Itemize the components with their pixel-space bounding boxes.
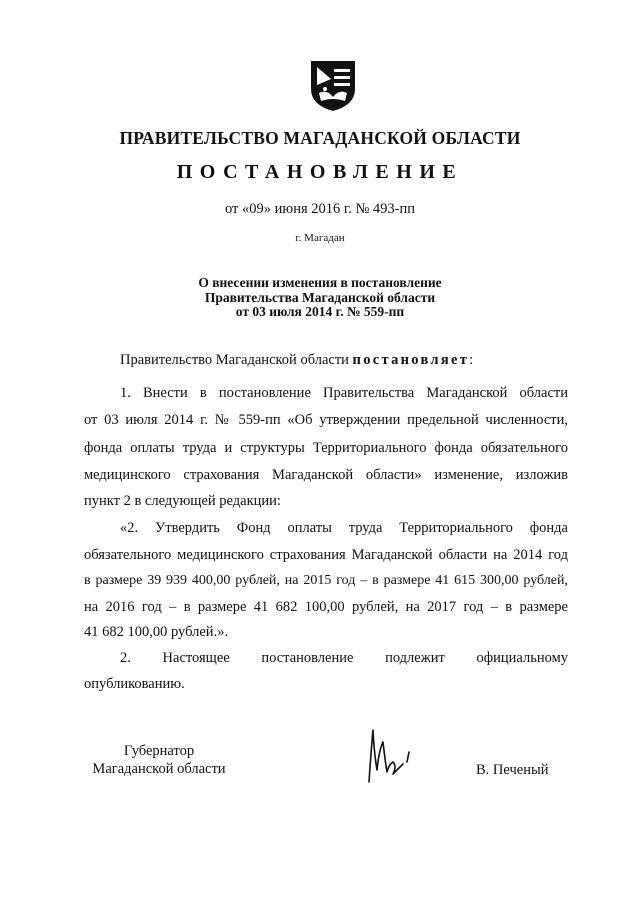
document-subject — [0, 276, 640, 320]
signatory-role-line: Магаданской области — [92, 761, 226, 777]
intro-paragraph — [120, 352, 473, 369]
subject-line: Правительства Магаданской области — [204, 289, 436, 305]
document-date-number: от «09» июня 2016 г. № 493-пп — [224, 201, 416, 217]
paragraph-1-line: 1. Внести в постановление Правительства Магаданской области — [120, 385, 568, 401]
coat-of-arms-icon — [309, 59, 357, 113]
paragraph-1-line: от 03 июля 2014 г. № 559-пп «Об утверждении предельной численности, — [84, 412, 568, 428]
quote-line: на 2016 год – в размере 41 682 100,00 рублей, на 2017 год – в размере — [84, 599, 568, 615]
quote-line: «2. Утвердить Фонд оплаты труда Территориального фонда — [120, 520, 568, 536]
paragraph-1-line: фонда оплаты труда и структуры Территориального фонда обязательного — [84, 440, 568, 456]
quote-line: обязательного медицинского страхования Магаданской области на 2014 год — [84, 547, 568, 563]
subject-line: О внесении изменения в постановление — [198, 275, 442, 290]
signatory-role — [84, 742, 234, 778]
paragraph-2-line: 2. Настоящее постановление подлежит официальному — [120, 650, 568, 666]
paragraph-1-line: медицинского страхования Магаданской области» изменение, изложив — [84, 467, 568, 483]
signatory-role-line: Губернатор — [123, 743, 195, 759]
paragraph-2-line: опубликованию. — [84, 676, 185, 692]
document-city: г. Магадан — [295, 232, 345, 244]
handwritten-signature-icon — [363, 722, 413, 784]
intro-colon: : — [469, 352, 474, 368]
quote-line: 41 682 100,00 рублей.». — [84, 624, 229, 640]
organization-title: ПРАВИТЕЛЬСТВО МАГАДАНСКОЙ ОБЛАСТИ — [119, 128, 521, 148]
intro-keyword: постановляет — [352, 352, 470, 368]
intro-text: Правительство Магаданской области — [120, 352, 353, 368]
paragraph-1-line: пункт 2 в следующей редакции: — [84, 493, 281, 509]
signatory-name: В. Печеный — [476, 762, 549, 778]
subject-line: от 03 июля 2014 г. № 559-пп — [235, 304, 405, 319]
quote-line: в размере 39 939 400,00 рублей, на 2015 год – в размере 41 615 300,00 рублей, — [84, 573, 568, 588]
document-type: ПОСТАНОВЛЕНИЕ — [176, 161, 464, 183]
